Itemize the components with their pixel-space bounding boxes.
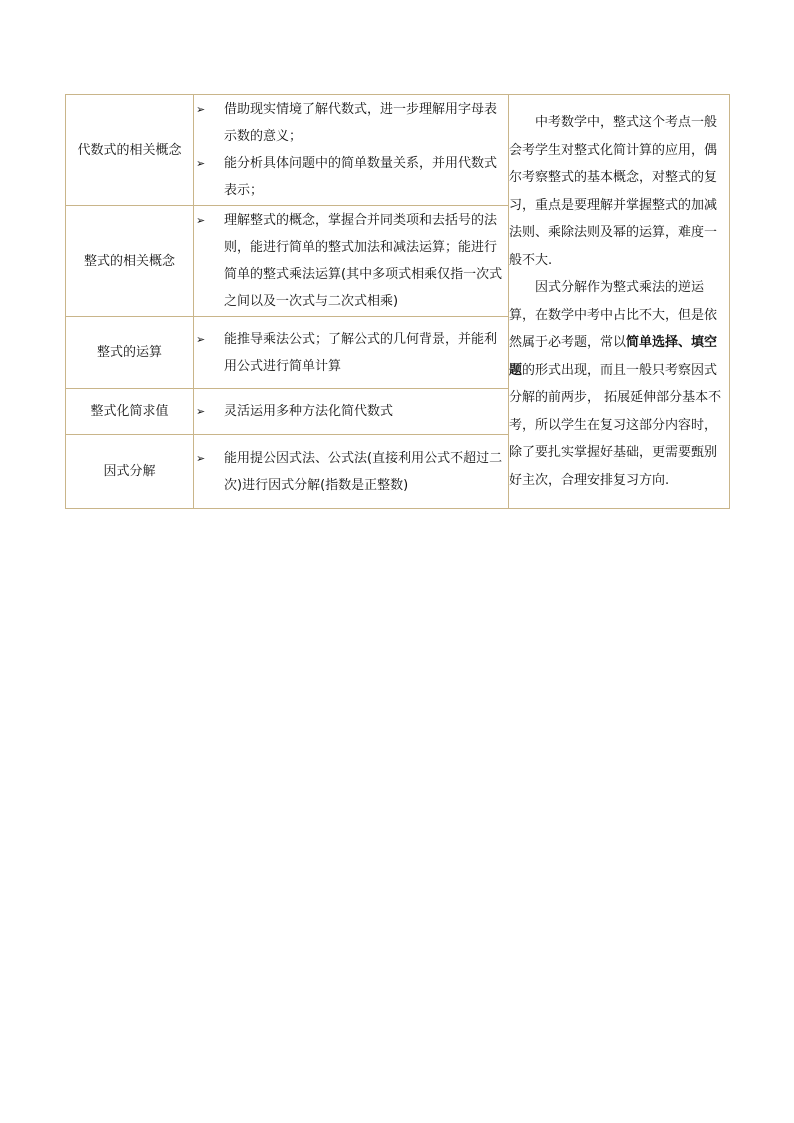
requirement-text: 能用提公因式法、公式法(直接利用公式不超过二次)进行因式分解(指数是正整数)	[224, 450, 503, 493]
topic-cell: 整式的相关概念	[66, 206, 194, 317]
topic-cell: 因式分解	[66, 435, 194, 509]
table-row	[66, 95, 730, 206]
requirement-cell	[194, 389, 509, 435]
arrow-bullet-icon: ➢	[196, 405, 206, 418]
requirement-cell	[194, 317, 509, 389]
exam-analysis-cell	[509, 95, 730, 509]
topic-cell: 代数式的相关概念	[66, 95, 194, 206]
requirement-cell	[194, 435, 509, 509]
syllabus-table	[65, 94, 730, 509]
arrow-bullet-icon: ➢	[196, 332, 206, 346]
arrow-bullet-icon: ➢	[196, 451, 206, 465]
arrow-bullet-icon: ➢	[196, 157, 206, 170]
requirement-text: 借助现实情境了解代数式，进一步理解用字母表示数的意义；	[224, 102, 498, 144]
list-item	[194, 398, 508, 425]
list-item	[194, 150, 508, 204]
arrow-bullet-icon: ➢	[196, 103, 206, 116]
emphasis-text: 简单选择、填空题	[509, 335, 718, 378]
arrow-bullet-icon: ➢	[196, 214, 206, 227]
requirement-cell	[194, 95, 509, 206]
analysis-paragraph-2: 因式分解作为整式乘法的逆运算，在数学中考中占比不大，但是依然属于必考题，常以简单选择、填空题的形式出现，而且一般只考察因式分解的前两步， 拓展延伸部分基本不考，所以学生在复习这部分内容时，除了要扎实掌握好基础，更需要甄别好主次，合理安排复习方向.	[509, 280, 722, 488]
topic-cell: 整式化简求值	[66, 389, 194, 435]
list-item	[194, 96, 508, 150]
requirement-text: 灵活运用多种方法化简代数式	[224, 404, 394, 419]
list-item	[194, 326, 508, 380]
requirement-cell	[194, 206, 509, 317]
topic-cell: 整式的运算	[66, 317, 194, 389]
requirement-text: 能分析具体问题中的简单数量关系，并用代数式表示；	[224, 156, 498, 198]
list-item	[194, 445, 508, 499]
requirement-text: 能推导乘法公式；了解公式的几何背景，并能利用公式进行简单计算	[224, 331, 498, 374]
requirement-text: 理解整式的概念，掌握合并同类项和去括号的法则，能进行简单的整式加法和减法运算；能进行简单的整式乘法运算(其中多项式相乘仅指一次式之间以及一次式与二次式相乘)	[224, 213, 503, 309]
analysis-paragraph-1: 中考数学中，整式这个考点一般会考学生对整式化简计算的应用，偶尔考察整式的基本概念，对整式的复习，重点是要理解并掌握整式的加减法则、乘除法则及幂的运算，难度一般不大.	[509, 115, 718, 268]
list-item	[194, 207, 508, 315]
